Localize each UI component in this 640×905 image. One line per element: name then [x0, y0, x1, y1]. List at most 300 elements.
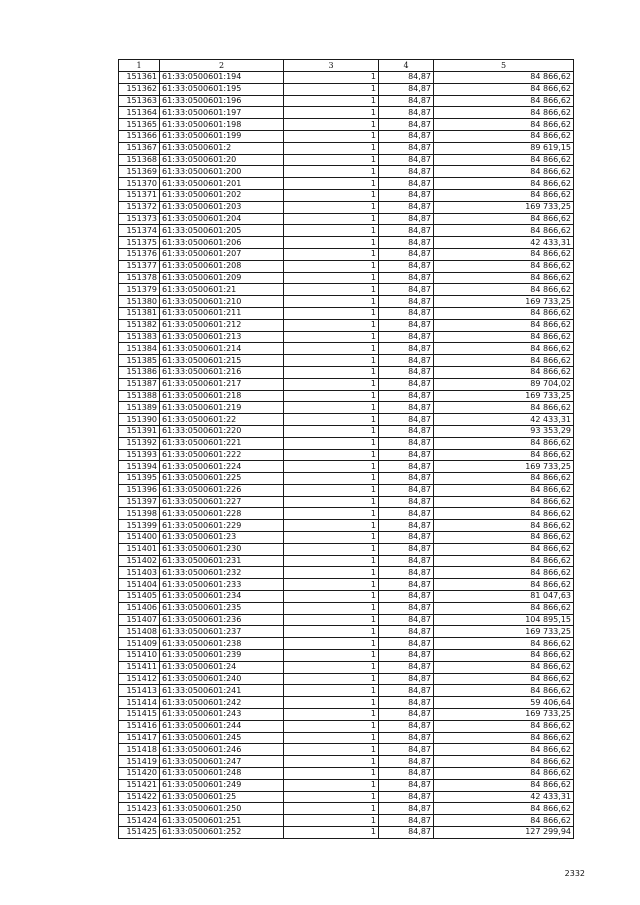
count-cell: 1 [284, 378, 379, 390]
table-row [119, 154, 574, 166]
cadastral-number-cell: 61:33:0500601:246 [160, 744, 284, 756]
cadastral-number-cell: 61:33:0500601:194 [160, 72, 284, 84]
column-header-3: 3 [284, 60, 379, 72]
row-number-cell: 151395 [119, 473, 160, 485]
count-cell: 1 [284, 484, 379, 496]
cadastral-number-cell: 61:33:0500601:227 [160, 496, 284, 508]
row-number-cell: 151364 [119, 107, 160, 119]
amount-cell: 84 866,62 [434, 673, 574, 685]
count-cell: 1 [284, 673, 379, 685]
row-number-cell: 151365 [119, 119, 160, 131]
cadastral-number-cell: 61:33:0500601:212 [160, 319, 284, 331]
count-cell: 1 [284, 178, 379, 190]
amount-cell: 84 866,62 [434, 779, 574, 791]
row-number-cell: 151410 [119, 650, 160, 662]
amount-cell: 84 866,62 [434, 225, 574, 237]
table-row [119, 779, 574, 791]
row-number-cell: 151403 [119, 567, 160, 579]
count-cell: 1 [284, 166, 379, 178]
amount-cell: 84 866,62 [434, 555, 574, 567]
count-cell: 1 [284, 579, 379, 591]
table-row [119, 709, 574, 721]
value-cell: 84,87 [379, 225, 434, 237]
table-row [119, 543, 574, 555]
count-cell: 1 [284, 555, 379, 567]
amount-cell: 84 866,62 [434, 248, 574, 260]
count-cell: 1 [284, 343, 379, 355]
table-row [119, 815, 574, 827]
count-cell: 1 [284, 614, 379, 626]
cadastral-number-cell: 61:33:0500601:216 [160, 366, 284, 378]
table-row [119, 189, 574, 201]
table-row [119, 567, 574, 579]
value-cell: 84,87 [379, 638, 434, 650]
count-cell: 1 [284, 189, 379, 201]
amount-cell: 84 866,62 [434, 83, 574, 95]
count-cell: 1 [284, 720, 379, 732]
value-cell: 84,87 [379, 484, 434, 496]
data-table [118, 59, 574, 839]
count-cell: 1 [284, 827, 379, 839]
value-cell: 84,87 [379, 142, 434, 154]
count-cell: 1 [284, 650, 379, 662]
amount-cell: 169 733,25 [434, 296, 574, 308]
cadastral-number-cell: 61:33:0500601:226 [160, 484, 284, 496]
cadastral-number-cell: 61:33:0500601:197 [160, 107, 284, 119]
value-cell: 84,87 [379, 673, 434, 685]
table-row [119, 697, 574, 709]
cadastral-number-cell: 61:33:0500601:21 [160, 284, 284, 296]
cadastral-number-cell: 61:33:0500601:228 [160, 508, 284, 520]
row-number-cell: 151413 [119, 685, 160, 697]
row-number-cell: 151375 [119, 237, 160, 249]
row-number-cell: 151371 [119, 189, 160, 201]
amount-cell: 84 866,62 [434, 744, 574, 756]
value-cell: 84,87 [379, 272, 434, 284]
amount-cell: 84 866,62 [434, 319, 574, 331]
row-number-cell: 151382 [119, 319, 160, 331]
cadastral-number-cell: 61:33:0500601:199 [160, 130, 284, 142]
cadastral-number-cell: 61:33:0500601:238 [160, 638, 284, 650]
value-cell: 84,87 [379, 213, 434, 225]
row-number-cell: 151405 [119, 591, 160, 603]
table-row [119, 449, 574, 461]
value-cell: 84,87 [379, 461, 434, 473]
count-cell: 1 [284, 142, 379, 154]
cadastral-number-cell: 61:33:0500601:23 [160, 532, 284, 544]
cadastral-number-cell: 61:33:0500601:206 [160, 237, 284, 249]
cadastral-number-cell: 61:33:0500601:209 [160, 272, 284, 284]
table-row [119, 473, 574, 485]
cadastral-number-cell: 61:33:0500601:200 [160, 166, 284, 178]
count-cell: 1 [284, 473, 379, 485]
cadastral-number-cell: 61:33:0500601:249 [160, 779, 284, 791]
value-cell: 84,87 [379, 355, 434, 367]
cadastral-number-cell: 61:33:0500601:24 [160, 661, 284, 673]
count-cell: 1 [284, 414, 379, 426]
row-number-cell: 151369 [119, 166, 160, 178]
count-cell: 1 [284, 756, 379, 768]
table-row [119, 437, 574, 449]
row-number-cell: 151373 [119, 213, 160, 225]
value-cell: 84,87 [379, 437, 434, 449]
count-cell: 1 [284, 661, 379, 673]
amount-cell: 81 047,63 [434, 591, 574, 603]
amount-cell: 84 866,62 [434, 685, 574, 697]
amount-cell: 42 433,31 [434, 237, 574, 249]
count-cell: 1 [284, 768, 379, 780]
row-number-cell: 151377 [119, 260, 160, 272]
count-cell: 1 [284, 638, 379, 650]
value-cell: 84,87 [379, 508, 434, 520]
table-row [119, 532, 574, 544]
table-row [119, 803, 574, 815]
amount-cell: 84 866,62 [434, 260, 574, 272]
table-row [119, 626, 574, 638]
row-number-cell: 151361 [119, 72, 160, 84]
cadastral-number-cell: 61:33:0500601:205 [160, 225, 284, 237]
count-cell: 1 [284, 543, 379, 555]
count-cell: 1 [284, 532, 379, 544]
amount-cell: 84 866,62 [434, 402, 574, 414]
table-row [119, 461, 574, 473]
cadastral-number-cell: 61:33:0500601:221 [160, 437, 284, 449]
cadastral-number-cell: 61:33:0500601:208 [160, 260, 284, 272]
value-cell: 84,87 [379, 366, 434, 378]
count-cell: 1 [284, 213, 379, 225]
amount-cell: 84 866,62 [434, 803, 574, 815]
row-number-cell: 151398 [119, 508, 160, 520]
table-row [119, 673, 574, 685]
cadastral-number-cell: 61:33:0500601:231 [160, 555, 284, 567]
value-cell: 84,87 [379, 732, 434, 744]
table-row [119, 484, 574, 496]
amount-cell: 84 866,62 [434, 272, 574, 284]
table-row [119, 579, 574, 591]
row-number-cell: 151420 [119, 768, 160, 780]
table-row [119, 827, 574, 839]
cadastral-number-cell: 61:33:0500601:201 [160, 178, 284, 190]
count-cell: 1 [284, 319, 379, 331]
amount-cell: 84 866,62 [434, 154, 574, 166]
amount-cell: 84 866,62 [434, 107, 574, 119]
count-cell: 1 [284, 355, 379, 367]
table-row [119, 591, 574, 603]
count-cell: 1 [284, 744, 379, 756]
amount-cell: 84 866,62 [434, 366, 574, 378]
amount-cell: 89 704,02 [434, 378, 574, 390]
count-cell: 1 [284, 449, 379, 461]
count-cell: 1 [284, 95, 379, 107]
row-number-cell: 151386 [119, 366, 160, 378]
value-cell: 84,87 [379, 803, 434, 815]
count-cell: 1 [284, 296, 379, 308]
cadastral-number-cell: 61:33:0500601:202 [160, 189, 284, 201]
amount-cell: 84 866,62 [434, 638, 574, 650]
table-row [119, 685, 574, 697]
row-number-cell: 151368 [119, 154, 160, 166]
row-number-cell: 151417 [119, 732, 160, 744]
count-cell: 1 [284, 366, 379, 378]
row-number-cell: 151401 [119, 543, 160, 555]
amount-cell: 84 866,62 [434, 473, 574, 485]
row-number-cell: 151387 [119, 378, 160, 390]
amount-cell: 169 733,25 [434, 461, 574, 473]
count-cell: 1 [284, 201, 379, 213]
amount-cell: 84 866,62 [434, 72, 574, 84]
cadastral-number-cell: 61:33:0500601:195 [160, 83, 284, 95]
table-row [119, 791, 574, 803]
count-cell: 1 [284, 154, 379, 166]
table-row [119, 602, 574, 614]
cadastral-number-cell: 61:33:0500601:210 [160, 296, 284, 308]
value-cell: 84,87 [379, 95, 434, 107]
table-row [119, 72, 574, 84]
table-row [119, 744, 574, 756]
amount-cell: 84 866,62 [434, 567, 574, 579]
table-row [119, 284, 574, 296]
table-row [119, 213, 574, 225]
value-cell: 84,87 [379, 166, 434, 178]
cadastral-number-cell: 61:33:0500601:247 [160, 756, 284, 768]
column-header-5: 5 [434, 60, 574, 72]
row-number-cell: 151367 [119, 142, 160, 154]
value-cell: 84,87 [379, 520, 434, 532]
cadastral-number-cell: 61:33:0500601:218 [160, 390, 284, 402]
value-cell: 84,87 [379, 614, 434, 626]
amount-cell: 84 866,62 [434, 815, 574, 827]
count-cell: 1 [284, 508, 379, 520]
value-cell: 84,87 [379, 779, 434, 791]
amount-cell: 84 866,62 [434, 520, 574, 532]
amount-cell: 169 733,25 [434, 390, 574, 402]
cadastral-number-cell: 61:33:0500601:252 [160, 827, 284, 839]
count-cell: 1 [284, 791, 379, 803]
count-cell: 1 [284, 237, 379, 249]
value-cell: 84,87 [379, 378, 434, 390]
row-number-cell: 151393 [119, 449, 160, 461]
cadastral-number-cell: 61:33:0500601:245 [160, 732, 284, 744]
value-cell: 84,87 [379, 532, 434, 544]
row-number-cell: 151406 [119, 602, 160, 614]
value-cell: 84,87 [379, 685, 434, 697]
table-row [119, 496, 574, 508]
value-cell: 84,87 [379, 343, 434, 355]
table-row [119, 225, 574, 237]
row-number-cell: 151415 [119, 709, 160, 721]
value-cell: 84,87 [379, 189, 434, 201]
row-number-cell: 151394 [119, 461, 160, 473]
value-cell: 84,87 [379, 543, 434, 555]
count-cell: 1 [284, 520, 379, 532]
row-number-cell: 151424 [119, 815, 160, 827]
count-cell: 1 [284, 732, 379, 744]
count-cell: 1 [284, 779, 379, 791]
count-cell: 1 [284, 284, 379, 296]
table-row [119, 638, 574, 650]
amount-cell: 84 866,62 [434, 543, 574, 555]
table-header [119, 60, 574, 72]
row-number-cell: 151416 [119, 720, 160, 732]
row-number-cell: 151376 [119, 248, 160, 260]
row-number-cell: 151388 [119, 390, 160, 402]
column-header-1: 1 [119, 60, 160, 72]
cadastral-number-cell: 61:33:0500601:214 [160, 343, 284, 355]
table-row [119, 296, 574, 308]
cadastral-number-cell: 61:33:0500601:233 [160, 579, 284, 591]
amount-cell: 84 866,62 [434, 166, 574, 178]
page-number: 2332 [564, 869, 585, 878]
table-row [119, 425, 574, 437]
cadastral-number-cell: 61:33:0500601:239 [160, 650, 284, 662]
row-number-cell: 151400 [119, 532, 160, 544]
value-cell: 84,87 [379, 709, 434, 721]
amount-cell: 84 866,62 [434, 720, 574, 732]
table-row [119, 83, 574, 95]
row-number-cell: 151399 [119, 520, 160, 532]
cadastral-number-cell: 61:33:0500601:229 [160, 520, 284, 532]
amount-cell: 84 866,62 [434, 484, 574, 496]
cadastral-number-cell: 61:33:0500601:237 [160, 626, 284, 638]
table-row [119, 319, 574, 331]
cadastral-number-cell: 61:33:0500601:198 [160, 119, 284, 131]
row-number-cell: 151407 [119, 614, 160, 626]
table-row [119, 178, 574, 190]
value-cell: 84,87 [379, 319, 434, 331]
value-cell: 84,87 [379, 201, 434, 213]
value-cell: 84,87 [379, 555, 434, 567]
value-cell: 84,87 [379, 449, 434, 461]
row-number-cell: 151418 [119, 744, 160, 756]
table-row [119, 378, 574, 390]
value-cell: 84,87 [379, 331, 434, 343]
amount-cell: 84 866,62 [434, 178, 574, 190]
cadastral-number-cell: 61:33:0500601:244 [160, 720, 284, 732]
column-header-2: 2 [160, 60, 284, 72]
cadastral-number-cell: 61:33:0500601:232 [160, 567, 284, 579]
amount-cell: 84 866,62 [434, 732, 574, 744]
row-number-cell: 151370 [119, 178, 160, 190]
row-number-cell: 151396 [119, 484, 160, 496]
cadastral-number-cell: 61:33:0500601:241 [160, 685, 284, 697]
row-number-cell: 151379 [119, 284, 160, 296]
value-cell: 84,87 [379, 496, 434, 508]
table-row [119, 166, 574, 178]
table-row [119, 650, 574, 662]
cadastral-number-cell: 61:33:0500601:204 [160, 213, 284, 225]
value-cell: 84,87 [379, 827, 434, 839]
amount-cell: 169 733,25 [434, 201, 574, 213]
count-cell: 1 [284, 272, 379, 284]
count-cell: 1 [284, 437, 379, 449]
cadastral-number-cell: 61:33:0500601:225 [160, 473, 284, 485]
value-cell: 84,87 [379, 626, 434, 638]
value-cell: 84,87 [379, 720, 434, 732]
amount-cell: 84 866,62 [434, 532, 574, 544]
value-cell: 84,87 [379, 756, 434, 768]
value-cell: 84,87 [379, 248, 434, 260]
value-cell: 84,87 [379, 119, 434, 131]
count-cell: 1 [284, 803, 379, 815]
row-number-cell: 151366 [119, 130, 160, 142]
amount-cell: 84 866,62 [434, 449, 574, 461]
table-row [119, 248, 574, 260]
value-cell: 84,87 [379, 414, 434, 426]
row-number-cell: 151392 [119, 437, 160, 449]
value-cell: 84,87 [379, 390, 434, 402]
cadastral-number-cell: 61:33:0500601:230 [160, 543, 284, 555]
value-cell: 84,87 [379, 402, 434, 414]
table-row [119, 720, 574, 732]
cadastral-number-cell: 61:33:0500601:243 [160, 709, 284, 721]
count-cell: 1 [284, 130, 379, 142]
row-number-cell: 151384 [119, 343, 160, 355]
count-cell: 1 [284, 119, 379, 131]
value-cell: 84,87 [379, 260, 434, 272]
table-row [119, 756, 574, 768]
cadastral-number-cell: 61:33:0500601:20 [160, 154, 284, 166]
row-number-cell: 151402 [119, 555, 160, 567]
cadastral-number-cell: 61:33:0500601:240 [160, 673, 284, 685]
value-cell: 84,87 [379, 744, 434, 756]
table-row [119, 260, 574, 272]
amount-cell: 84 866,62 [434, 579, 574, 591]
count-cell: 1 [284, 685, 379, 697]
row-number-cell: 151391 [119, 425, 160, 437]
count-cell: 1 [284, 697, 379, 709]
value-cell: 84,87 [379, 815, 434, 827]
row-number-cell: 151380 [119, 296, 160, 308]
row-number-cell: 151390 [119, 414, 160, 426]
cadastral-number-cell: 61:33:0500601:235 [160, 602, 284, 614]
row-number-cell: 151412 [119, 673, 160, 685]
row-number-cell: 151408 [119, 626, 160, 638]
table-row [119, 555, 574, 567]
cadastral-number-cell: 61:33:0500601:217 [160, 378, 284, 390]
table-row [119, 95, 574, 107]
value-cell: 84,87 [379, 178, 434, 190]
row-number-cell: 151425 [119, 827, 160, 839]
row-number-cell: 151363 [119, 95, 160, 107]
amount-cell: 84 866,62 [434, 661, 574, 673]
cadastral-number-cell: 61:33:0500601:213 [160, 331, 284, 343]
value-cell: 84,87 [379, 791, 434, 803]
cadastral-number-cell: 61:33:0500601:236 [160, 614, 284, 626]
value-cell: 84,87 [379, 661, 434, 673]
amount-cell: 84 866,62 [434, 508, 574, 520]
table-row [119, 331, 574, 343]
table-row [119, 508, 574, 520]
count-cell: 1 [284, 626, 379, 638]
row-number-cell: 151378 [119, 272, 160, 284]
row-number-cell: 151419 [119, 756, 160, 768]
value-cell: 84,87 [379, 154, 434, 166]
cadastral-number-cell: 61:33:0500601:251 [160, 815, 284, 827]
amount-cell: 84 866,62 [434, 213, 574, 225]
row-number-cell: 151362 [119, 83, 160, 95]
cadastral-number-cell: 61:33:0500601:203 [160, 201, 284, 213]
table-row [119, 355, 574, 367]
row-number-cell: 151404 [119, 579, 160, 591]
amount-cell: 84 866,62 [434, 756, 574, 768]
table-row [119, 768, 574, 780]
table-row [119, 402, 574, 414]
amount-cell: 84 866,62 [434, 307, 574, 319]
amount-cell: 93 353,29 [434, 425, 574, 437]
value-cell: 84,87 [379, 284, 434, 296]
count-cell: 1 [284, 72, 379, 84]
amount-cell: 59 406,64 [434, 697, 574, 709]
